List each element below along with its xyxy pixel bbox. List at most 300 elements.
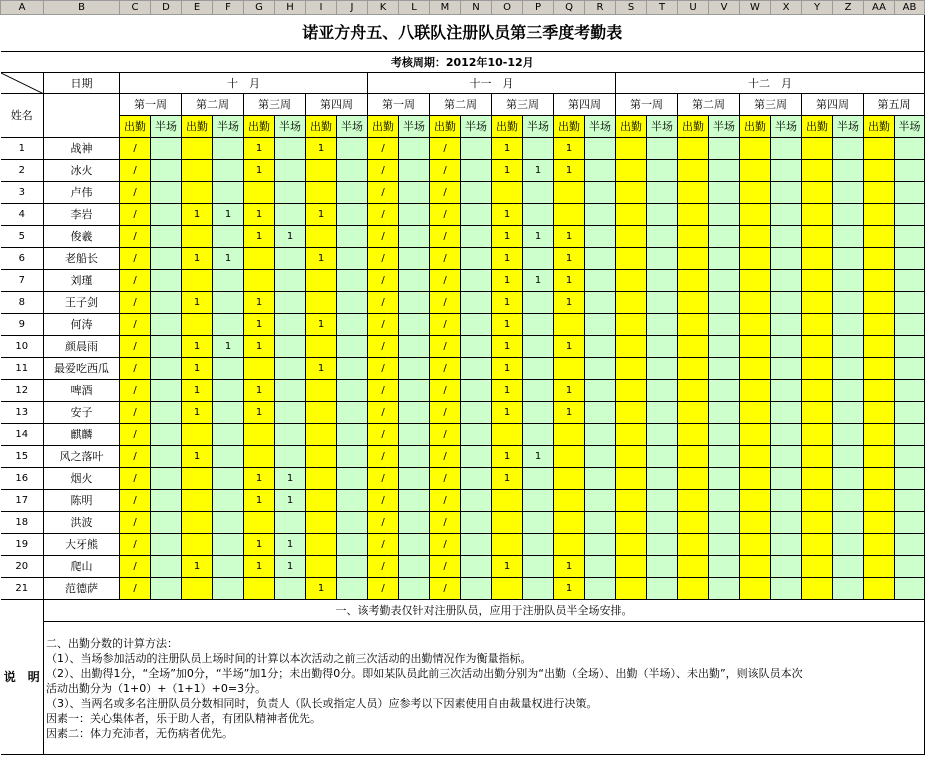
attend-cell[interactable]: / — [120, 270, 151, 292]
half-cell[interactable] — [461, 402, 492, 424]
half-cell[interactable] — [709, 490, 740, 512]
attend-cell[interactable] — [616, 446, 647, 468]
attend-cell[interactable] — [492, 534, 523, 556]
half-cell[interactable]: 1 — [523, 446, 554, 468]
half-cell[interactable] — [833, 578, 864, 600]
half-cell[interactable] — [337, 534, 368, 556]
attend-cell[interactable] — [616, 358, 647, 380]
attend-cell[interactable]: / — [120, 534, 151, 556]
half-cell[interactable] — [213, 160, 244, 182]
half-cell[interactable]: 1 — [275, 490, 306, 512]
half-cell[interactable] — [337, 380, 368, 402]
half-cell[interactable] — [647, 226, 678, 248]
half-cell[interactable] — [833, 182, 864, 204]
half-cell[interactable] — [399, 292, 430, 314]
column-header-ab[interactable]: AB — [895, 1, 925, 15]
attend-cell[interactable] — [616, 402, 647, 424]
attend-cell[interactable] — [554, 424, 585, 446]
attend-cell[interactable]: / — [368, 226, 399, 248]
column-header-h[interactable]: H — [275, 1, 306, 15]
attend-cell[interactable] — [864, 534, 895, 556]
half-cell[interactable] — [771, 248, 802, 270]
attend-cell[interactable]: 1 — [306, 138, 337, 160]
half-cell[interactable] — [585, 138, 616, 160]
attend-cell[interactable] — [740, 182, 771, 204]
attend-cell[interactable]: 1 — [554, 160, 585, 182]
attend-cell[interactable] — [740, 314, 771, 336]
attend-cell[interactable] — [802, 248, 833, 270]
attend-cell[interactable] — [616, 336, 647, 358]
half-cell[interactable]: 1 — [523, 270, 554, 292]
half-cell[interactable] — [399, 490, 430, 512]
attend-cell[interactable] — [678, 292, 709, 314]
attend-cell[interactable]: / — [430, 512, 461, 534]
attend-cell[interactable]: 1 — [244, 204, 275, 226]
half-cell[interactable] — [771, 292, 802, 314]
half-cell[interactable] — [585, 292, 616, 314]
attend-cell[interactable] — [802, 578, 833, 600]
half-cell[interactable] — [585, 424, 616, 446]
attend-cell[interactable] — [554, 182, 585, 204]
attend-cell[interactable] — [864, 556, 895, 578]
attend-cell[interactable]: / — [430, 204, 461, 226]
attend-cell[interactable] — [678, 248, 709, 270]
attend-cell[interactable] — [864, 248, 895, 270]
half-cell[interactable] — [213, 182, 244, 204]
attend-cell[interactable] — [182, 534, 213, 556]
attend-cell[interactable] — [740, 468, 771, 490]
half-cell[interactable] — [461, 556, 492, 578]
half-cell[interactable] — [771, 358, 802, 380]
half-cell[interactable] — [709, 380, 740, 402]
attend-cell[interactable] — [802, 160, 833, 182]
half-cell[interactable] — [399, 204, 430, 226]
half-cell[interactable] — [399, 578, 430, 600]
half-cell[interactable] — [275, 248, 306, 270]
half-cell[interactable] — [585, 380, 616, 402]
half-cell[interactable] — [461, 248, 492, 270]
attend-cell[interactable]: / — [368, 402, 399, 424]
attend-cell[interactable] — [492, 512, 523, 534]
half-cell[interactable] — [151, 578, 182, 600]
column-header-j[interactable]: J — [337, 1, 368, 15]
attend-cell[interactable] — [740, 380, 771, 402]
half-cell[interactable] — [647, 512, 678, 534]
half-cell[interactable] — [337, 446, 368, 468]
half-cell[interactable] — [771, 138, 802, 160]
attend-cell[interactable]: / — [430, 556, 461, 578]
half-cell[interactable] — [461, 226, 492, 248]
half-cell[interactable]: 1 — [523, 160, 554, 182]
column-header-z[interactable]: Z — [833, 1, 864, 15]
half-cell[interactable] — [833, 534, 864, 556]
attend-cell[interactable] — [678, 446, 709, 468]
attend-cell[interactable] — [802, 336, 833, 358]
attend-cell[interactable] — [802, 446, 833, 468]
attend-cell[interactable]: 1 — [554, 578, 585, 600]
attend-cell[interactable] — [864, 182, 895, 204]
half-cell[interactable] — [337, 578, 368, 600]
attend-cell[interactable]: 1 — [492, 248, 523, 270]
half-cell[interactable] — [895, 204, 925, 226]
attend-cell[interactable] — [740, 358, 771, 380]
attend-cell[interactable] — [678, 138, 709, 160]
attend-cell[interactable]: 1 — [244, 160, 275, 182]
attend-cell[interactable]: 1 — [244, 380, 275, 402]
half-cell[interactable] — [895, 226, 925, 248]
column-header-n[interactable]: N — [461, 1, 492, 15]
column-header-x[interactable]: X — [771, 1, 802, 15]
half-cell[interactable] — [647, 424, 678, 446]
half-cell[interactable] — [709, 248, 740, 270]
attend-cell[interactable]: / — [120, 292, 151, 314]
half-cell[interactable] — [709, 402, 740, 424]
half-cell[interactable] — [647, 358, 678, 380]
half-cell[interactable] — [895, 534, 925, 556]
attend-cell[interactable]: 1 — [554, 292, 585, 314]
half-cell[interactable] — [585, 160, 616, 182]
half-cell[interactable] — [151, 446, 182, 468]
attend-cell[interactable]: / — [368, 446, 399, 468]
attend-cell[interactable]: / — [430, 138, 461, 160]
half-cell[interactable] — [709, 468, 740, 490]
attend-cell[interactable]: 1 — [492, 204, 523, 226]
half-cell[interactable] — [833, 270, 864, 292]
column-header-m[interactable]: M — [430, 1, 461, 15]
attend-cell[interactable] — [306, 292, 337, 314]
attend-cell[interactable]: 1 — [182, 358, 213, 380]
half-cell[interactable] — [833, 446, 864, 468]
half-cell[interactable] — [461, 292, 492, 314]
attend-cell[interactable]: / — [430, 314, 461, 336]
half-cell[interactable] — [523, 468, 554, 490]
half-cell[interactable] — [895, 468, 925, 490]
attend-cell[interactable] — [864, 578, 895, 600]
half-cell[interactable] — [833, 248, 864, 270]
attend-cell[interactable] — [740, 578, 771, 600]
half-cell[interactable] — [399, 556, 430, 578]
half-cell[interactable]: 1 — [275, 226, 306, 248]
attend-cell[interactable] — [678, 182, 709, 204]
attend-cell[interactable]: 1 — [306, 204, 337, 226]
attend-cell[interactable]: / — [430, 380, 461, 402]
attend-cell[interactable] — [492, 182, 523, 204]
attend-cell[interactable] — [182, 160, 213, 182]
attend-cell[interactable]: / — [430, 292, 461, 314]
half-cell[interactable] — [647, 270, 678, 292]
attend-cell[interactable] — [678, 358, 709, 380]
half-cell[interactable] — [337, 468, 368, 490]
attend-cell[interactable]: / — [368, 336, 399, 358]
attend-cell[interactable] — [616, 292, 647, 314]
attend-cell[interactable] — [554, 446, 585, 468]
attend-cell[interactable] — [864, 314, 895, 336]
attend-cell[interactable] — [678, 160, 709, 182]
attend-cell[interactable]: 1 — [182, 556, 213, 578]
attend-cell[interactable]: / — [368, 138, 399, 160]
half-cell[interactable] — [399, 336, 430, 358]
half-cell[interactable] — [337, 358, 368, 380]
half-cell[interactable] — [399, 380, 430, 402]
attend-cell[interactable]: 1 — [244, 292, 275, 314]
half-cell[interactable] — [523, 578, 554, 600]
attend-cell[interactable] — [554, 468, 585, 490]
half-cell[interactable] — [585, 226, 616, 248]
attend-cell[interactable]: / — [120, 556, 151, 578]
attend-cell[interactable] — [802, 468, 833, 490]
attend-cell[interactable]: 1 — [182, 248, 213, 270]
half-cell[interactable] — [895, 138, 925, 160]
attend-cell[interactable] — [492, 578, 523, 600]
attend-cell[interactable] — [864, 160, 895, 182]
attend-cell[interactable]: 1 — [492, 160, 523, 182]
attend-cell[interactable]: / — [430, 402, 461, 424]
half-cell[interactable] — [399, 534, 430, 556]
half-cell[interactable]: 1 — [275, 534, 306, 556]
half-cell[interactable] — [895, 490, 925, 512]
half-cell[interactable] — [213, 578, 244, 600]
attend-cell[interactable]: / — [120, 336, 151, 358]
half-cell[interactable] — [213, 270, 244, 292]
half-cell[interactable] — [399, 402, 430, 424]
half-cell[interactable] — [771, 182, 802, 204]
half-cell[interactable] — [771, 556, 802, 578]
half-cell[interactable] — [399, 248, 430, 270]
attend-cell[interactable] — [740, 226, 771, 248]
half-cell[interactable] — [461, 138, 492, 160]
half-cell[interactable] — [771, 336, 802, 358]
attend-cell[interactable]: 1 — [182, 292, 213, 314]
attend-cell[interactable] — [802, 402, 833, 424]
half-cell[interactable] — [213, 138, 244, 160]
half-cell[interactable] — [771, 468, 802, 490]
attend-cell[interactable]: / — [120, 358, 151, 380]
attend-cell[interactable]: 1 — [244, 314, 275, 336]
half-cell[interactable] — [709, 160, 740, 182]
attend-cell[interactable] — [182, 314, 213, 336]
attend-cell[interactable] — [678, 204, 709, 226]
half-cell[interactable] — [833, 380, 864, 402]
attend-cell[interactable]: / — [368, 468, 399, 490]
half-cell[interactable] — [461, 314, 492, 336]
half-cell[interactable] — [585, 314, 616, 336]
column-header-f[interactable]: F — [213, 1, 244, 15]
attend-cell[interactable] — [616, 512, 647, 534]
column-header-y[interactable]: Y — [802, 1, 833, 15]
attend-cell[interactable] — [864, 490, 895, 512]
half-cell[interactable] — [833, 402, 864, 424]
attend-cell[interactable]: / — [368, 490, 399, 512]
half-cell[interactable] — [399, 138, 430, 160]
half-cell[interactable] — [647, 248, 678, 270]
half-cell[interactable] — [213, 314, 244, 336]
attend-cell[interactable]: / — [368, 182, 399, 204]
half-cell[interactable] — [895, 292, 925, 314]
half-cell[interactable] — [523, 380, 554, 402]
attend-cell[interactable]: 1 — [244, 402, 275, 424]
column-header-d[interactable]: D — [151, 1, 182, 15]
attend-cell[interactable] — [740, 424, 771, 446]
column-header-o[interactable]: O — [492, 1, 523, 15]
half-cell[interactable] — [275, 358, 306, 380]
attend-cell[interactable]: 1 — [492, 402, 523, 424]
half-cell[interactable] — [399, 226, 430, 248]
half-cell[interactable] — [337, 314, 368, 336]
attend-cell[interactable] — [616, 578, 647, 600]
half-cell[interactable] — [585, 446, 616, 468]
attend-cell[interactable] — [182, 578, 213, 600]
attend-cell[interactable]: / — [120, 182, 151, 204]
half-cell[interactable] — [895, 248, 925, 270]
column-header-b[interactable]: B — [44, 1, 120, 15]
half-cell[interactable] — [585, 270, 616, 292]
attend-cell[interactable] — [678, 314, 709, 336]
half-cell[interactable] — [151, 358, 182, 380]
half-cell[interactable] — [709, 292, 740, 314]
half-cell[interactable] — [337, 270, 368, 292]
attend-cell[interactable] — [864, 380, 895, 402]
attend-cell[interactable] — [864, 424, 895, 446]
attend-cell[interactable] — [740, 534, 771, 556]
half-cell[interactable] — [213, 424, 244, 446]
half-cell[interactable] — [647, 380, 678, 402]
attend-cell[interactable]: 1 — [182, 402, 213, 424]
half-cell[interactable] — [151, 424, 182, 446]
attend-cell[interactable] — [554, 490, 585, 512]
half-cell[interactable] — [895, 182, 925, 204]
half-cell[interactable] — [833, 490, 864, 512]
half-cell[interactable] — [709, 358, 740, 380]
half-cell[interactable] — [709, 534, 740, 556]
attend-cell[interactable]: 1 — [492, 226, 523, 248]
half-cell[interactable] — [151, 402, 182, 424]
column-header-w[interactable]: W — [740, 1, 771, 15]
attend-cell[interactable] — [740, 446, 771, 468]
attend-cell[interactable] — [182, 512, 213, 534]
attend-cell[interactable] — [864, 336, 895, 358]
half-cell[interactable] — [523, 182, 554, 204]
attend-cell[interactable]: / — [430, 248, 461, 270]
half-cell[interactable] — [337, 182, 368, 204]
half-cell[interactable] — [213, 446, 244, 468]
half-cell[interactable] — [337, 160, 368, 182]
attend-cell[interactable]: / — [368, 424, 399, 446]
half-cell[interactable]: 1 — [275, 556, 306, 578]
attend-cell[interactable] — [244, 512, 275, 534]
attend-cell[interactable] — [678, 534, 709, 556]
attend-cell[interactable] — [740, 270, 771, 292]
half-cell[interactable] — [895, 424, 925, 446]
half-cell[interactable]: 1 — [213, 204, 244, 226]
half-cell[interactable] — [213, 358, 244, 380]
half-cell[interactable] — [585, 248, 616, 270]
attend-cell[interactable] — [864, 292, 895, 314]
half-cell[interactable] — [585, 204, 616, 226]
attend-cell[interactable] — [244, 446, 275, 468]
attend-cell[interactable] — [616, 380, 647, 402]
half-cell[interactable] — [895, 160, 925, 182]
half-cell[interactable] — [771, 402, 802, 424]
half-cell[interactable] — [523, 314, 554, 336]
half-cell[interactable] — [213, 226, 244, 248]
half-cell[interactable] — [833, 336, 864, 358]
attend-cell[interactable]: 1 — [492, 556, 523, 578]
half-cell[interactable] — [709, 512, 740, 534]
half-cell[interactable] — [523, 248, 554, 270]
attend-cell[interactable] — [616, 248, 647, 270]
attend-cell[interactable] — [802, 270, 833, 292]
attend-cell[interactable]: / — [368, 556, 399, 578]
half-cell[interactable] — [461, 424, 492, 446]
column-header-a[interactable]: A — [1, 1, 44, 15]
column-header-q[interactable]: Q — [554, 1, 585, 15]
half-cell[interactable] — [151, 468, 182, 490]
attend-cell[interactable]: 1 — [244, 336, 275, 358]
attend-cell[interactable]: / — [368, 578, 399, 600]
attend-cell[interactable] — [678, 578, 709, 600]
attend-cell[interactable] — [554, 534, 585, 556]
attend-cell[interactable] — [864, 358, 895, 380]
half-cell[interactable] — [709, 556, 740, 578]
attend-cell[interactable] — [306, 468, 337, 490]
attend-cell[interactable] — [244, 358, 275, 380]
half-cell[interactable] — [647, 578, 678, 600]
attend-cell[interactable]: / — [430, 336, 461, 358]
attend-cell[interactable]: 1 — [244, 556, 275, 578]
attend-cell[interactable]: / — [430, 160, 461, 182]
column-header-u[interactable]: U — [678, 1, 709, 15]
half-cell[interactable] — [275, 512, 306, 534]
attend-cell[interactable]: 1 — [554, 556, 585, 578]
attend-cell[interactable] — [864, 446, 895, 468]
half-cell[interactable] — [275, 138, 306, 160]
half-cell[interactable] — [895, 402, 925, 424]
half-cell[interactable] — [585, 490, 616, 512]
half-cell[interactable] — [337, 204, 368, 226]
half-cell[interactable] — [771, 270, 802, 292]
attend-cell[interactable] — [306, 182, 337, 204]
half-cell[interactable] — [213, 468, 244, 490]
half-cell[interactable] — [151, 556, 182, 578]
attend-cell[interactable]: 1 — [306, 358, 337, 380]
half-cell[interactable] — [337, 512, 368, 534]
half-cell[interactable] — [833, 204, 864, 226]
half-cell[interactable] — [399, 270, 430, 292]
half-cell[interactable] — [461, 182, 492, 204]
column-header-k[interactable]: K — [368, 1, 399, 15]
attend-cell[interactable] — [740, 556, 771, 578]
attend-cell[interactable] — [678, 226, 709, 248]
attend-cell[interactable]: 1 — [492, 358, 523, 380]
half-cell[interactable] — [585, 336, 616, 358]
half-cell[interactable] — [151, 248, 182, 270]
attend-cell[interactable] — [802, 226, 833, 248]
half-cell[interactable] — [833, 292, 864, 314]
half-cell[interactable]: 1 — [213, 336, 244, 358]
attend-cell[interactable] — [616, 226, 647, 248]
attend-cell[interactable]: 1 — [554, 402, 585, 424]
half-cell[interactable] — [771, 226, 802, 248]
attend-cell[interactable]: / — [430, 226, 461, 248]
half-cell[interactable] — [399, 358, 430, 380]
column-header-i[interactable]: I — [306, 1, 337, 15]
half-cell[interactable] — [709, 182, 740, 204]
attend-cell[interactable] — [182, 424, 213, 446]
half-cell[interactable] — [647, 490, 678, 512]
column-header-r[interactable]: R — [585, 1, 616, 15]
attend-cell[interactable] — [244, 578, 275, 600]
half-cell[interactable]: 1 — [523, 226, 554, 248]
